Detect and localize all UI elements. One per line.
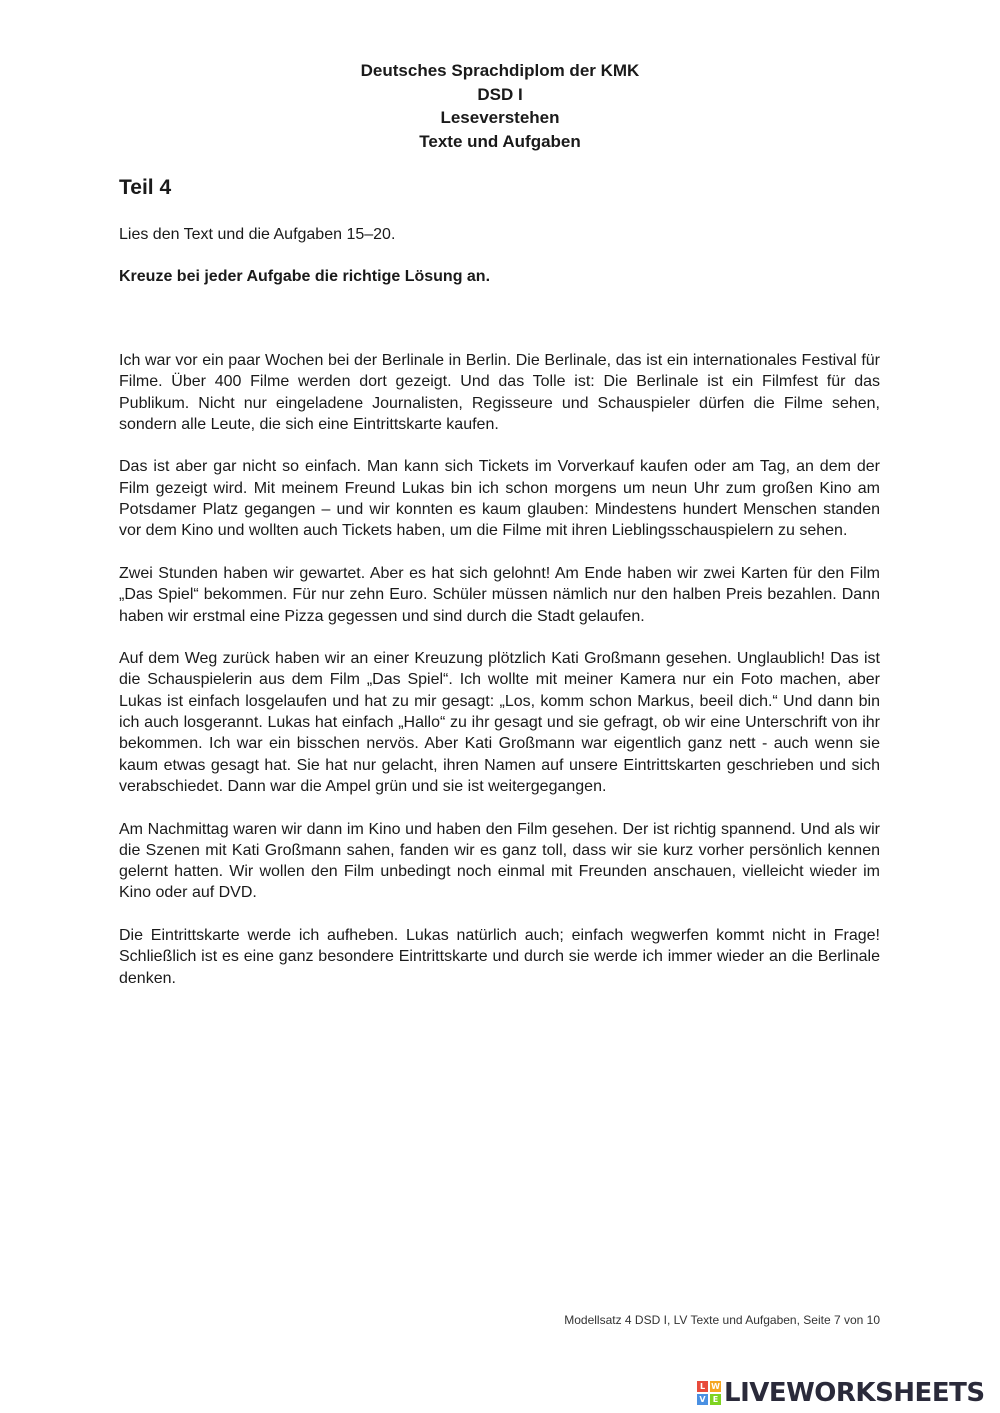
text-paragraph: Zwei Stunden haben wir gewartet. Aber es hat sich gelohnt! Am Ende haben wir zwei Karten für den Film „Das Spiel“ bekommen. Für nur zehn Euro. Schüler müssen nämlich nur den halben Preis bezahlen. Dann haben wir erstmal eine Pizza gegessen und sind durch die Stadt gelaufen. <box>119 564 880 625</box>
text-paragraph: Auf dem Weg zurück haben wir an einer Kreuzung plötzlich Kati Großmann gesehen. Unglaublich! Das ist die Schauspielerin aus dem Film „Das Spiel“. Ich wollte mit meiner Kamera nur ein Foto machen, aber Lukas ist einfach losgelaufen und hat zu mir gesagt: „Los, komm schon Markus, beeil dich.“ Und dann bin ich auch losgerannt. Lukas hat einfach „Hallo“ zu ihr gesagt und sie gefragt, ob wir eine Unterschrift von ihr bekommen. Ich war ein bisschen nervös. Aber Kati Großmann war eigentlich ganz nett - auch wenn sie kaum etwas gesagt hat. Sie hat nur gelacht, ihren Namen auf unsere Eintrittskarten geschrieben und sich verabschiedet. Dann war die Ampel grün und sie ist weitergegangen. <box>119 650 880 795</box>
logo-cell: E <box>710 1394 721 1405</box>
page-footer: Modellsatz 4 DSD I, LV Texte und Aufgaben, Seite 7 von 10 <box>564 1313 880 1327</box>
text-paragraph: Das ist aber gar nicht so einfach. Man kann sich Tickets im Vorverkauf kaufen oder am Tag, an dem der Film gezeigt wird. Mit meinem Freund Lukas bin ich schon morgens um neun Uhr zum großen Kino am Potsdamer Platz gegangen – und wir konnten es kaum glauben: Mindestens hundert Menschen standen vor dem Kino und wollten auch Tickets haben, um die Filme mit ihren Lieblingsschauspielern zu sehen. <box>119 458 880 540</box>
document-header <box>0 59 1000 153</box>
logo-wordmark: LIVEWORKSHEETS <box>724 1378 985 1408</box>
header-level: DSD I <box>477 84 523 104</box>
text-paragraph: Am Nachmittag waren wir dann im Kino und haben den Film gesehen. Der ist richtig spannend. Und als wir die Szenen mit Kati Großmann sahen, fanden wir es ganz toll, dass wir sie kurz vorher persönlich kennen gelernt hatten. Wir wollen den Film unbedingt noch einmal mit Freunden anschauen, vielleicht wieder im Kino oder auf DVD. <box>119 820 880 902</box>
logo-grid-icon <box>697 1381 721 1405</box>
instruction-mark: Kreuze bei jeder Aufgabe die richtige Lösung an. <box>119 268 491 285</box>
reading-text <box>119 350 880 1010</box>
logo-cell: L <box>697 1381 708 1392</box>
header-exam-title: Deutsches Sprachdiplom der KMK <box>360 61 640 80</box>
header-skill: Leseverstehen <box>440 108 560 127</box>
logo-cell: V <box>697 1394 708 1405</box>
logo-cell: W <box>711 1382 720 1391</box>
text-paragraph: Ich war vor ein paar Wochen bei der Berlinale in Berlin. Die Berlinale, das ist ein internationales Festival für Filme. Über 400 Filme werden dort gezeigt. Und das Tolle ist: Die Berlinale ist ein Filmfest für das Publikum. Nicht nur eingeladene Journalisten, Regisseure und Schauspieler dürfen die Filme sehen, sondern alle Leute, die sich eine Eintrittskarte kaufen. <box>119 352 880 433</box>
header-subtitle: Texte und Aufgaben <box>419 131 581 151</box>
instruction-read: Lies den Text und die Aufgaben 15–20. <box>119 226 396 243</box>
text-paragraph: Die Eintrittskarte werde ich aufheben. Lukas natürlich auch; einfach wegwerfen kommt nicht in Frage! Schließlich ist es eine ganz besondere Eintrittskarte und durch sie werde ich immer wieder an die Berlinale denken. <box>119 927 880 987</box>
liveworksheets-logo <box>697 1377 985 1409</box>
section-title: Teil 4 <box>119 176 172 199</box>
